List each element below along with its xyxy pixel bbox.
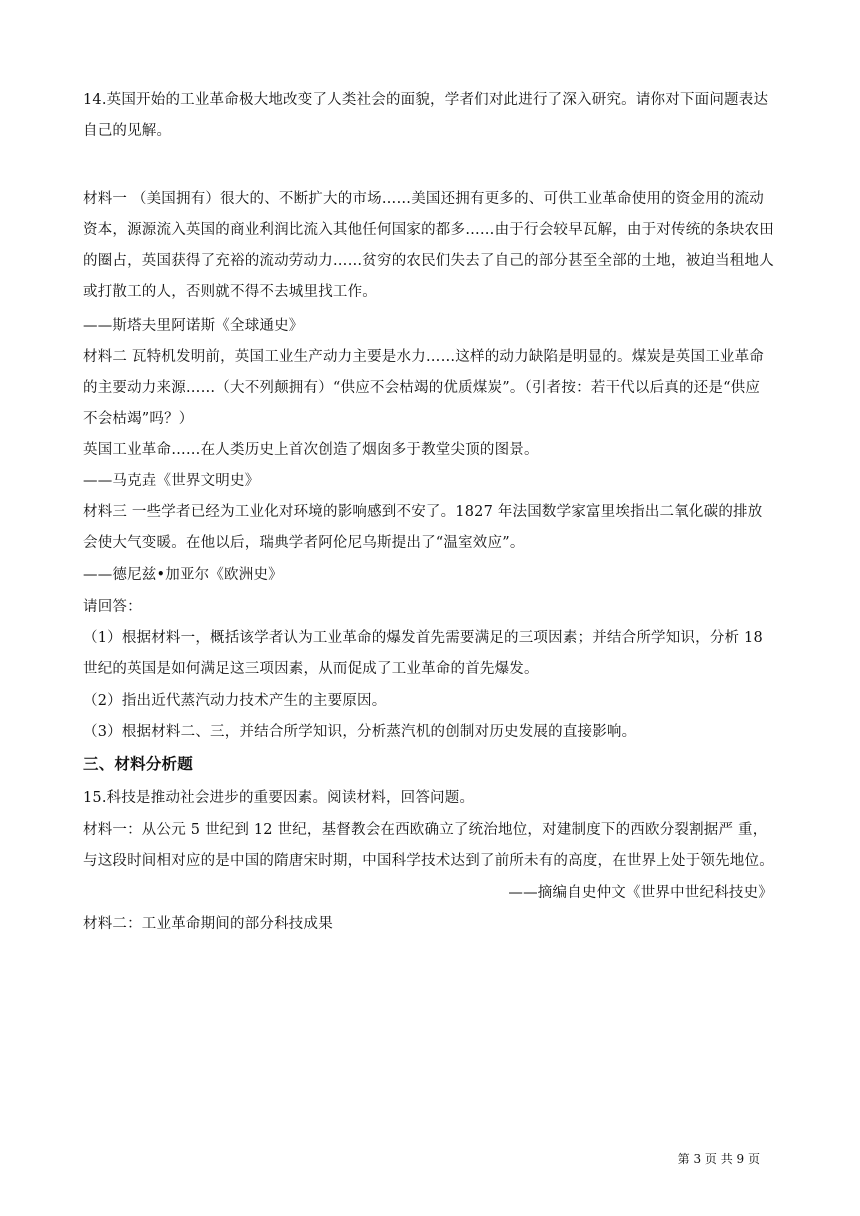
q14-material3-line-1: 材料三 一些学者已经为工业化对环境的影响感到不安了。1827 年法国数学家富里埃指出二氧化碳的排放	[83, 504, 763, 520]
q14-source-1: ——斯塔夫里阿诺斯《全球通史》	[83, 318, 304, 334]
q14-material1-line-2: 资本，源源流入英国的商业利润比流入其他任何国家的都多……由于行会较早瓦解，由于对传统的条块农田	[83, 222, 774, 238]
q14-question-2: （2）指出近代蒸汽动力技术产生的主要原因。	[83, 693, 387, 709]
q14-material3-line-2: 会使大气变暖。在他以后，瑞典学者阿伦尼乌斯提出了“温室效应”。	[83, 535, 525, 551]
q14-prompt: 请回答：	[83, 599, 142, 615]
q14-question-3: （3）根据材料二、三，并结合所学知识，分析蒸汽机的创制对历史发展的直接影响。	[83, 724, 637, 740]
q14-question-1-line-1: （1）根据材料一，概括该学者认为工业革命的爆发首先需要满足的三项因素；并结合所学知识，分析 18	[83, 630, 763, 646]
page-footer: 第 3 页 共 9 页	[677, 1152, 760, 1166]
q14-source-3: ——德尼兹•加亚尔《欧洲史》	[83, 567, 283, 583]
q14-material1-line-4: 或打散工的人，否则就不得不去城里找工作。	[83, 284, 377, 300]
q15-material1-line-2: 与这段时间相对应的是中国的隋唐宋时期，中国科学技术达到了前所未有的高度，在世界上处于领先地位。	[83, 853, 774, 869]
q15-intro: 15.科技是推动社会进步的重要因素。阅读材料，回答问题。	[83, 790, 475, 806]
q14-material2-line-2: 的主要动力来源……（大不列颠拥有）“供应不会枯竭的优质煤炭”。（引者按：若干代以后真的还是“供应	[83, 380, 761, 396]
q14-material2-line-4: 英国工业革命……在人类历史上首次创造了烟囱多于教堂尖顶的图景。	[83, 442, 539, 458]
q14-question-1-line-2: 世纪的英国是如何满足这三项因素，从而促成了工业革命的首先爆发。	[83, 661, 539, 677]
q14-material2-line-1: 材料二 瓦特机发明前，英国工业生产动力主要是水力……这样的动力缺陷是明显的。煤炭是英国工业革命	[83, 349, 765, 365]
q14-source-2: ——马克垚《世界文明史》	[83, 473, 260, 489]
q15-material1-line-1: 材料一：从公元 5 世纪到 12 世纪，基督教会在西欧确立了统治地位，对建制度下的西欧分裂割据严 重，	[83, 822, 768, 838]
q14-material1-line-3: 的圈占，英国获得了充裕的流动劳动力……贫穷的农民们失去了自己的部分甚至全部的土地，被迫当租地人	[83, 253, 774, 269]
q14-material2-line-3: 不会枯竭”吗？）	[83, 411, 194, 427]
q14-material1-line-1: 材料一 （美国拥有）很大的、不断扩大的市场……美国还拥有更多的、可供工业革命使用的资金用的流动	[83, 191, 765, 207]
section-heading: 三、材料分析题	[83, 755, 193, 773]
q15-material2: 材料二：工业革命期间的部分科技成果	[83, 916, 333, 932]
q15-source-1: ——摘编自史仲文《世界中世纪科技史》	[508, 885, 773, 901]
q14-intro-line-2: 自己的见解。	[83, 123, 172, 139]
q14-intro-line-1: 14.英国开始的工业革命极大地改变了人类社会的面貌，学者们对此进行了深入研究。请你对下面问题表达	[83, 92, 769, 108]
